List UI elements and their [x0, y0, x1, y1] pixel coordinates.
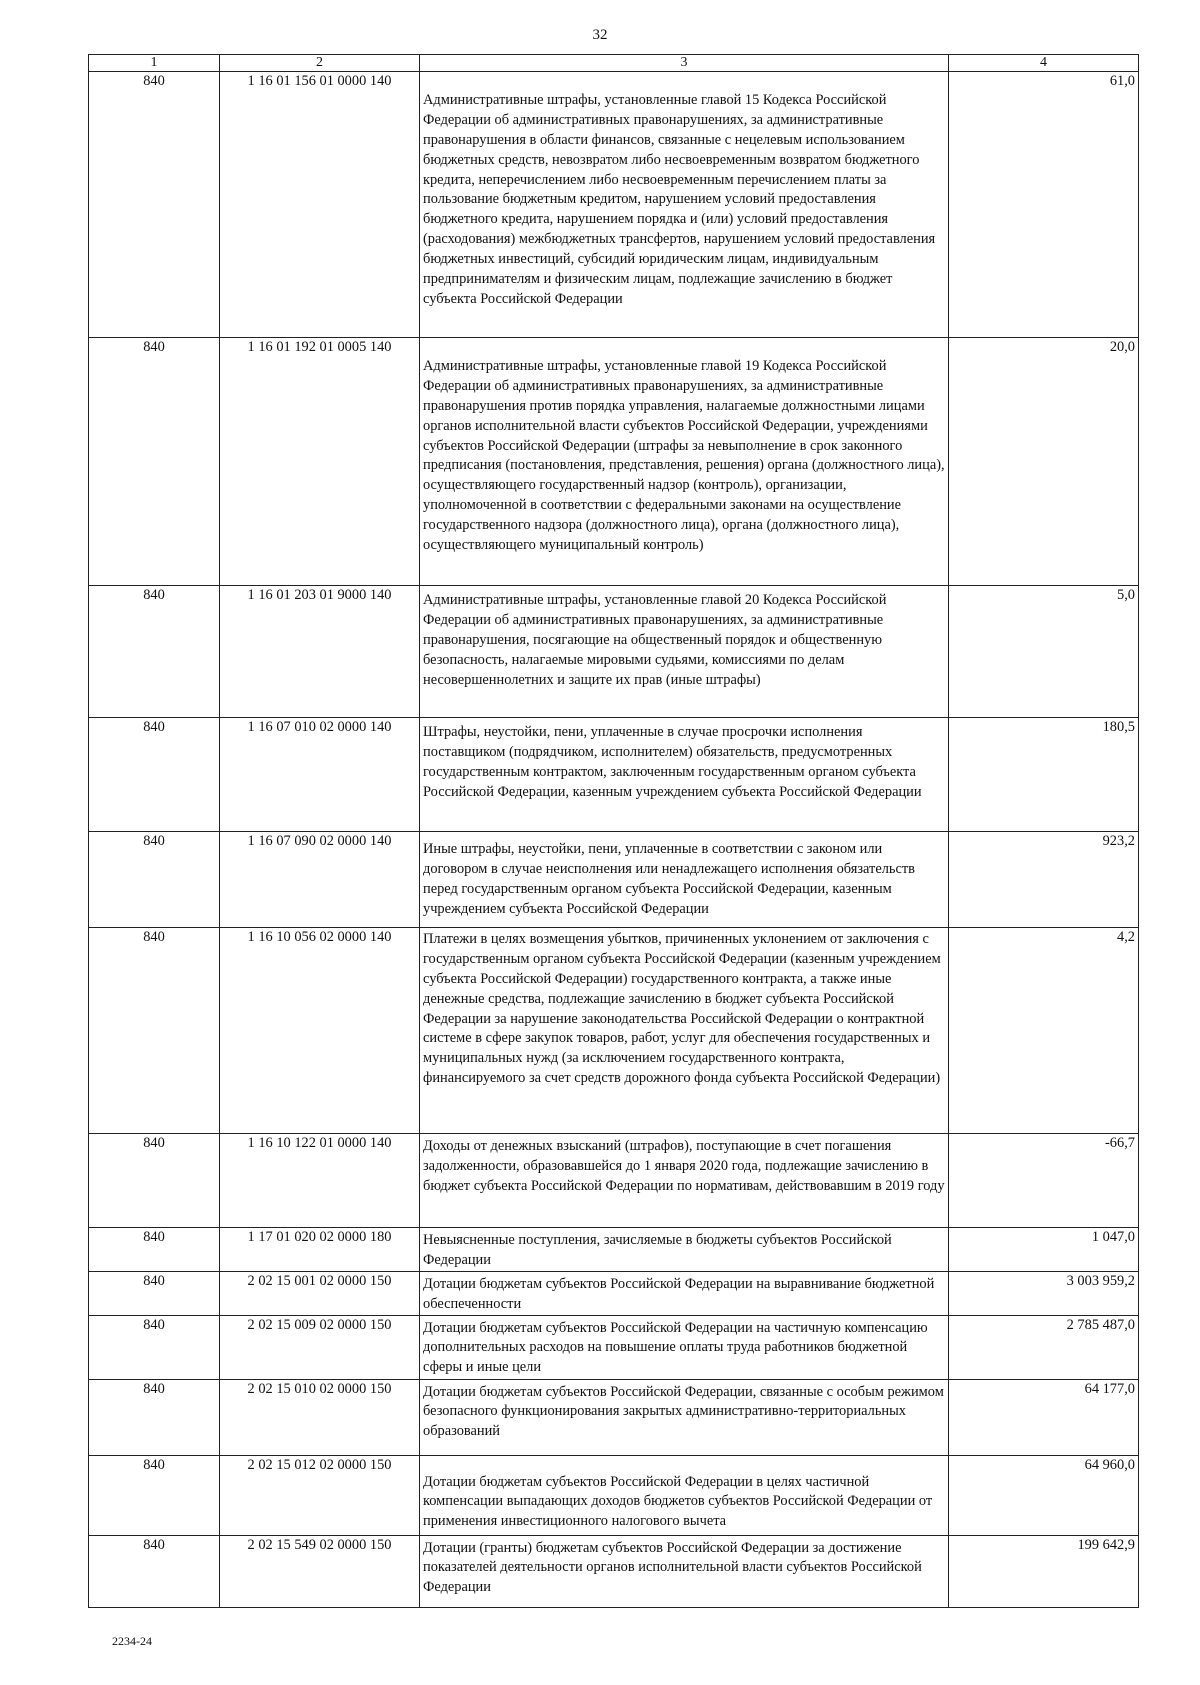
revenue-name: Дотации (гранты) бюджетам субъектов Российской Федерации за достижение показателей деятельности органов исполнительной власти субъектов Российской Федерации	[423, 1539, 922, 1596]
budget-classification-code-cell	[220, 718, 420, 832]
page-number: 32	[592, 27, 608, 43]
header-col-3: 3	[420, 55, 949, 72]
admin-code-cell	[89, 928, 220, 1134]
budget-classification-code-cell	[220, 1379, 420, 1455]
revenue-table	[88, 54, 1139, 1608]
table-row	[89, 928, 1139, 1134]
revenue-name: Дотации бюджетам субъектов Российской Федерации, связанные с особым режимом безопасного функционирования закрытых административно-территориальных образований	[423, 1383, 944, 1440]
table-row	[89, 1315, 1139, 1379]
amount-cell	[949, 586, 1139, 718]
amount-cell	[949, 1455, 1139, 1535]
revenue-name: Административные штрафы, установленные главой 15 Кодекса Российской Федерации об административных правонарушениях, за административные правонарушения в области финансов, связанные с нецелевым использованием бюджетных средств, невозвратом либо несвоевременным возвратом бюджетного кредита, неперечислением либо несвоевременным перечислением платы за пользование бюджетным кредитом, нарушением условий предоставления бюджетного кредита, нарушением порядка и (или) условий предоставления (расходования) межбюджетных трансфертов, нарушением условий предоставления бюджетных инвестиций, субсидий юридическим лицам, индивидуальным предпринимателям и физическим лицам, подлежащие зачислению в бюджет субъекта Российской Федерации	[423, 92, 936, 307]
revenue-name: Иные штрафы, неустойки, пени, уплаченные в соответствии с законом или договором в случае неисполнения или ненадлежащего исполнения обязательств перед государственным органом субъекта Российской Федерации, казенным учреждением субъекта Российской Федерации	[423, 841, 915, 917]
amount-cell	[949, 72, 1139, 338]
revenue-name-cell	[420, 832, 949, 928]
revenue-name-cell	[420, 1228, 949, 1272]
revenue-name: Дотации бюджетам субъектов Российской Федерации в целях частичной компенсации выпадающих доходов бюджетов субъектов Российской Федерации от применения инвестиционного налогового вычета	[423, 1473, 933, 1530]
amount: 4,2	[1117, 929, 1135, 945]
amount: 923,2	[1102, 833, 1135, 849]
admin-code-cell	[89, 1134, 220, 1228]
amount: 180,5	[1102, 719, 1135, 735]
revenue-name: Административные штрафы, установленные главой 19 Кодекса Российской Федерации об административных правонарушениях, за административные правонарушения против порядка управления, налагаемые должностными лицами органов исполнительной власти субъектов Российской Федерации, учреждениями субъектов Российской Федерации (штрафы за невыполнение в срок законного предписания (постановления, представления, решения) органа (должностного лица), осуществляющего государственный надзор (контроль), организации, уполномоченной в соответствии с федеральными законами на осуществление государственного надзора (должностного лица), органа (должностного лица), осуществляющего муниципальный контроль)	[423, 358, 945, 553]
admin-code-cell	[89, 1271, 220, 1315]
admin-code-cell	[89, 586, 220, 718]
revenue-name: Дотации бюджетам субъектов Российской Федерации на выравнивание бюджетной обеспеченности	[423, 1275, 935, 1312]
amount-cell	[949, 718, 1139, 832]
budget-classification-code-cell	[220, 338, 420, 586]
admin-code-cell	[89, 1535, 220, 1607]
table-row	[89, 832, 1139, 928]
budget-classification-code-cell	[220, 586, 420, 718]
revenue-name: Штрафы, неустойки, пени, уплаченные в случае просрочки исполнения поставщиком (подрядчиком, исполнителем) обязательств, предусмотренных государственным контрактом, заключенным государственным органом субъекта Российской Федерации, казенным учреждением субъекта Российской Федерации	[423, 724, 922, 800]
budget-classification-code-cell	[220, 928, 420, 1134]
revenue-name: Дотации бюджетам субъектов Российской Федерации на частичную компенсацию дополнительных расходов на повышение оплаты труда работников бюджетной сферы и иные цели	[423, 1319, 928, 1376]
amount-cell	[949, 1379, 1139, 1455]
amount: -66,7	[1105, 1135, 1135, 1151]
budget-classification-code: 2 02 15 549 02 0000 150	[247, 1536, 392, 1553]
amount-cell	[949, 1228, 1139, 1272]
revenue-name-cell	[420, 72, 949, 338]
amount: 199 642,9	[1077, 1536, 1135, 1553]
table-body	[89, 72, 1139, 1608]
header-col-1: 1	[89, 55, 220, 72]
revenue-name-cell	[420, 338, 949, 586]
amount-cell	[949, 1535, 1139, 1607]
revenue-name-cell	[420, 718, 949, 832]
table-row	[89, 586, 1139, 718]
amount-cell	[949, 338, 1139, 586]
budget-classification-code: 1 17 01 020 02 0000 180	[247, 1229, 392, 1245]
footer-document-code: 2234-24	[112, 1634, 152, 1648]
admin-code: 840	[143, 833, 165, 849]
table-row	[89, 72, 1139, 338]
amount-cell	[949, 928, 1139, 1134]
table-row	[89, 1379, 1139, 1455]
admin-code-cell	[89, 1228, 220, 1272]
header-col-4: 4	[949, 55, 1139, 72]
budget-classification-code: 2 02 15 001 02 0000 150	[247, 1272, 392, 1289]
table-row	[89, 1535, 1139, 1607]
amount: 20,0	[1109, 339, 1135, 355]
budget-classification-code-cell	[220, 1315, 420, 1379]
amount: 64 960,0	[1084, 1456, 1135, 1473]
revenue-name-cell	[420, 1379, 949, 1455]
budget-classification-code-cell	[220, 1228, 420, 1272]
budget-classification-code: 1 16 07 090 02 0000 140	[247, 833, 392, 849]
amount: 3 003 959,2	[1066, 1272, 1135, 1289]
budget-classification-code: 2 02 15 009 02 0000 150	[247, 1316, 392, 1333]
amount: 5,0	[1117, 587, 1135, 603]
table-row	[89, 338, 1139, 586]
amount: 2 785 487,0	[1066, 1316, 1135, 1333]
budget-classification-code: 1 16 01 192 01 0005 140	[247, 339, 392, 355]
revenue-name-cell	[420, 928, 949, 1134]
admin-code-cell	[89, 72, 220, 338]
amount: 64 177,0	[1084, 1380, 1135, 1397]
admin-code: 840	[143, 587, 165, 603]
admin-code: 840	[143, 1380, 165, 1397]
admin-code: 840	[143, 1135, 165, 1151]
header-col-2: 2	[220, 55, 420, 72]
admin-code: 840	[143, 73, 165, 89]
admin-code: 840	[143, 1229, 165, 1245]
budget-classification-code: 1 16 01 156 01 0000 140	[247, 73, 392, 89]
table-row	[89, 1228, 1139, 1272]
budget-classification-code-cell	[220, 72, 420, 338]
revenue-name: Невыясненные поступления, зачисляемые в бюджеты субъектов Российской Федерации	[423, 1232, 892, 1268]
amount-cell	[949, 832, 1139, 928]
amount-cell	[949, 1315, 1139, 1379]
admin-code-cell	[89, 338, 220, 586]
table-row	[89, 718, 1139, 832]
amount-cell	[949, 1134, 1139, 1228]
table-row	[89, 1271, 1139, 1315]
admin-code: 840	[143, 1272, 165, 1289]
admin-code-cell	[89, 718, 220, 832]
table-row	[89, 1134, 1139, 1228]
budget-classification-code-cell	[220, 1134, 420, 1228]
revenue-name-cell	[420, 586, 949, 718]
budget-classification-code: 2 02 15 012 02 0000 150	[247, 1456, 392, 1473]
budget-classification-code-cell	[220, 1271, 420, 1315]
admin-code: 840	[143, 1316, 165, 1333]
admin-code: 840	[143, 719, 165, 735]
budget-classification-code-cell	[220, 1455, 420, 1535]
budget-classification-code: 2 02 15 010 02 0000 150	[247, 1380, 392, 1397]
budget-classification-code: 1 16 07 010 02 0000 140	[247, 719, 392, 735]
admin-code: 840	[143, 1456, 165, 1473]
admin-code: 840	[143, 929, 165, 945]
admin-code: 840	[143, 339, 165, 355]
admin-code: 840	[143, 1536, 165, 1553]
budget-classification-code: 1 16 10 056 02 0000 140	[247, 929, 392, 945]
revenue-name: Административные штрафы, установленные главой 20 Кодекса Российской Федерации об административных правонарушениях, за административные правонарушения, посягающие на общественный порядок и общественную безопасность, налагаемые мировыми судьями, комиссиями по делам несовершеннолетних и защите их прав (иные штрафы)	[423, 592, 887, 688]
amount: 61,0	[1109, 73, 1135, 89]
admin-code-cell	[89, 1455, 220, 1535]
budget-classification-code: 1 16 10 122 01 0000 140	[247, 1135, 392, 1151]
budget-classification-code: 1 16 01 203 01 9000 140	[247, 587, 392, 603]
admin-code-cell	[89, 1379, 220, 1455]
table-header	[89, 55, 1139, 72]
revenue-name: Доходы от денежных взысканий (штрафов), поступающие в счет погашения задолженности, образовавшейся до 1 января 2020 года, подлежащие зачислению в бюджет субъекта Российской Федерации по нормативам, действовавшим в 2019 году	[423, 1138, 945, 1194]
admin-code-cell	[89, 1315, 220, 1379]
revenue-name-cell	[420, 1134, 949, 1228]
budget-classification-code-cell	[220, 832, 420, 928]
amount-cell	[949, 1271, 1139, 1315]
admin-code-cell	[89, 832, 220, 928]
revenue-name: Платежи в целях возмещения убытков, причиненных уклонением от заключения с государственным органом субъекта Российской Федерации (казенным учреждением субъекта Российской Федерации) государственного контракта, а также иные денежные средства, подлежащие зачислению в бюджет субъекта Российской Федерации за нарушение законодательства Российской Федерации о контрактной системе в сфере закупок товаров, работ, услуг для обеспечения государственных и муниципальных нужд (за исключением государственного контракта, финансируемого за счет средств дорожного фонда субъекта Российской Федерации)	[423, 931, 941, 1087]
revenue-name-cell	[420, 1455, 949, 1535]
revenue-name-cell	[420, 1535, 949, 1607]
budget-classification-code-cell	[220, 1535, 420, 1607]
amount: 1 047,0	[1091, 1229, 1135, 1245]
header-row	[89, 55, 1139, 72]
table-row	[89, 1455, 1139, 1535]
revenue-name-cell	[420, 1271, 949, 1315]
revenue-name-cell	[420, 1315, 949, 1379]
